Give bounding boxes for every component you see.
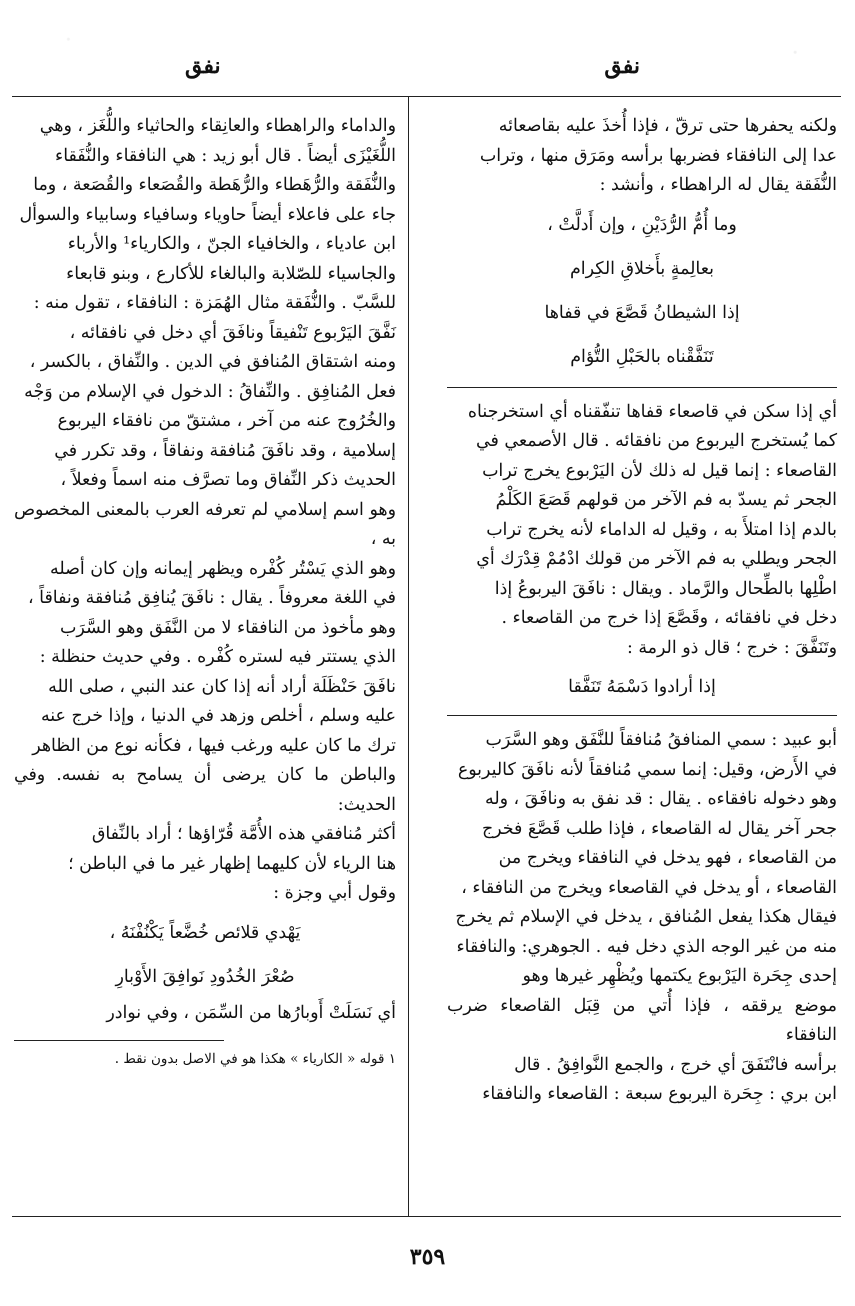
left-column: [14, 112, 396, 1069]
text-line: والداماء والراهطاء والعانِقاء والحاثياء واللُّغَز ، وهي: [39, 116, 396, 136]
text-line: وقول أبي وجزة :: [273, 883, 396, 903]
text-line: ابن عادياء ، والخافياء الجنّ ، والكارياء¹ والأرباء: [67, 234, 396, 254]
verse-line: وما أُمُّ الرُّدَيْنِ ، وإن أَدلَّتْ ،: [547, 214, 737, 235]
text-line: أي إذا سكن في قاصعاء قفاها تنفّقناه أي استخرجناه: [467, 401, 837, 422]
text-line: في الأَرض، وقيل: إنما سمي مُنافقاً لأنه نافَقَ كاليربوع: [457, 759, 837, 780]
page-number: ٣٥٩: [409, 1244, 446, 1270]
text-line: والباطن ما كان يرضى أن يسامح به نفسه. وفي الحديث:: [14, 765, 396, 815]
text-line: النُّفَقة يقال له الراهطاء ، وأنشد :: [599, 175, 837, 195]
text-line: بالدم إذا امتلأَ به ، وقيل له الداماء لأنه يخرج تراب: [486, 519, 837, 540]
text-line: اللُّغَيْزَى أيضاً . قال أبو زيد : هي النافقاء والنُّفَقاء: [55, 145, 396, 166]
verse-line: إذا أرادوا دَسْمَهُ تَنَفَّقا: [568, 677, 716, 697]
text-line: وهو اسم إسلامي لم تعرفه العرب بالمعنى المخصوص به ،: [14, 499, 396, 549]
header-rule: [12, 96, 841, 97]
footnote-rule: [14, 1040, 224, 1041]
verse-line: تَنَفَّقْناه بالحَبْلِ التُّؤام: [570, 346, 714, 367]
running-header-right: نفق: [604, 53, 640, 79]
text-line: برأسه فانْتَفَقَ أي خرج ، والجمع النَّوافِقُ . قال: [514, 1054, 837, 1075]
footnote: ١ قوله « الكارياء » هكذا هو في الاصل بدون نقط .: [114, 1051, 396, 1067]
text-line: كما يُستخرج اليربوع من نافقائه . قال الأصمعي في: [476, 431, 837, 451]
right-column: [447, 112, 837, 1110]
text-line: منه من غير الوجه الذي دخل فيه . الجوهري: والنافقاء: [456, 936, 837, 957]
text-line: الحديث ذكر النِّفاق وما تصرَّف منه اسماً وفعلاً ،: [60, 470, 396, 490]
text-line: ومنه اشتقاق المُنافق في الدين . والنِّفاق ، بالكسر ،: [29, 352, 396, 372]
text-line: والجاسياء للصّلابة والبالغاء للأكارع ، وبنو قابعاء: [66, 263, 396, 284]
verse-line: صُعْرَ الخُدُودِ نَوافِقَ الأَوْبارِ: [115, 966, 295, 987]
text-line: للسَّبّ . والنُّفَقة مثال الهُمَزة : النافقاء ، تقول منه :: [33, 293, 396, 313]
text-line: فعل المُنافِق . والنِّفاقُ : الدخول في الإسلام من وَجْه: [24, 381, 396, 402]
verse-line: إذا الشيطانُ قَصَّعَ في قفاها: [544, 302, 740, 323]
text-line: الجحر ثم يسدّ به فم الآخر من قولهم قَصَعَ الكَلْمُ: [495, 490, 837, 510]
footer-rule: [12, 1216, 841, 1217]
text-line: جاء على فاعلاء أيضاً حاوياء وسافياء وسابياء والسوأل: [19, 204, 396, 225]
text-line: ولكنه يحفرها حتى ترقّ ، فإذا أُخذَ عليه بقاصعائه: [498, 116, 837, 136]
text-line: الذي يستتر فيه لستره كُفْره . وفي حديث حنظلة :: [39, 647, 396, 667]
text-line: والنُّفَقة والرُّهَطاء والرُّهَطة والقُصَعاء والقُصَعة ، وما: [33, 175, 396, 195]
text-line: الجحر ويطلي به فم الآخر من قولك ادْمُمْ قِدْرَك أي: [476, 549, 837, 569]
text-line: إسلامية ، وقد نافَقَ مُنافقة ونفاقاً ، وقد تكرر في: [54, 440, 396, 461]
text-line: هنا الرياء لأن كليهما إظهار غير ما في الباطن ؛: [68, 853, 396, 874]
text-line: دخل في نافقائه ، وقَصَّعَ إذا خرج من القاصعاء .: [501, 608, 837, 628]
text-line: وهو الذي يَسْتُر كُفْره ويظهر إيمانه وإن كان أصله: [50, 558, 396, 579]
running-header-left: نفق: [185, 53, 221, 79]
text-line: فيقال هكذا يفعل المُنافق ، يدخل في الإسلام ثم يخرج: [455, 907, 837, 927]
text-line: جحر آخر يقال له القاصعاء ، فإذا طلب قَصَّعَ فخرج: [481, 818, 837, 839]
text-line: ترك ما كان عليه ورغب فيها ، فكأنه نوع من الظاهر: [32, 735, 396, 756]
text-line: اطْلِها بالطِّحال والرَّماد . ويقال : نافَقَ اليربوعُ إذا: [494, 578, 837, 599]
section-rule: [447, 715, 837, 716]
text-line: نَفَّقَ اليَرْبوع تَنْفيقاً ونافَقَ أي دخل في نافقائه ،: [69, 322, 396, 343]
text-line: وهو مأخوذ من النافقاء لا من النَّفَق وهو السَّرَب: [59, 617, 396, 638]
text-line: أبو عبيد : سمي المنافقُ مُنافقاً للنَّفَق وهو السَّرَب: [485, 730, 837, 750]
text-line: في اللغة معروفاً . يقال : نافَقَ يُنافِق مُنافقة ونفاقاً ،: [28, 588, 396, 608]
text-line: القاصعاء : إنما قيل له ذلك لأن اليَرْبوع يخرج تراب: [482, 460, 837, 481]
column-divider: [408, 96, 409, 1216]
section-rule: [447, 387, 837, 388]
text-line: موضع يرققه ، فإذا أُتي من قِبَل القاصعاء ضرب النافقاء: [447, 995, 837, 1045]
text-line: ابن بري : جِحَرة اليربوع سبعة : القاصعاء والنافقاء: [482, 1084, 837, 1104]
text-line: وتَنَفَّقَ : خرج ؛ قال ذو الرمة :: [626, 637, 837, 658]
text-line: من القاصعاء ، فهو يدخل في النافقاء ويخرج من: [498, 848, 837, 868]
text-line: والخُرُوج عنه من آخر ، مشتقّ من نافقاء اليربوع: [57, 411, 396, 431]
text-line: أكثر مُنافقي هذه الأُمَّة قُرّاؤها ؛ أراد بالنِّفاق: [91, 824, 396, 844]
verse-line: بعالِمةٍ بأَخلاقِ الكِرام: [570, 258, 714, 279]
text-line: القاصعاء ، أو يدخل في القاصعاء ويخرج من النافقاء ،: [461, 877, 837, 898]
text-line: وهو دخوله نافقاءه . يقال : قد نفق به ونافَقَ ، وله: [485, 789, 837, 809]
text-line: نافَقَ حَنْظَلَة أراد أنه إذا كان عند النبي ، صلى الله: [48, 676, 396, 697]
text-line: أي نَسَلَتْ أَوبارُها من السِّمَن ، وفي نوادر: [106, 1002, 396, 1023]
text-line: عليه وسلم ، أخلص وزهد في الدنيا ، وإذا خرج عنه: [40, 706, 396, 726]
verse-line: يَهْدي قلائص خُضَّعاً يَكْنُفْنَهُ ،: [109, 922, 301, 943]
text-line: عدا إلى النافقاء فضربها برأسه ومَرَق منها ، وتراب: [479, 145, 837, 166]
text-line: إحدى جِحَرة اليَرْبوع يكتمها ويُظْهِر غيرها وهو: [522, 966, 837, 986]
